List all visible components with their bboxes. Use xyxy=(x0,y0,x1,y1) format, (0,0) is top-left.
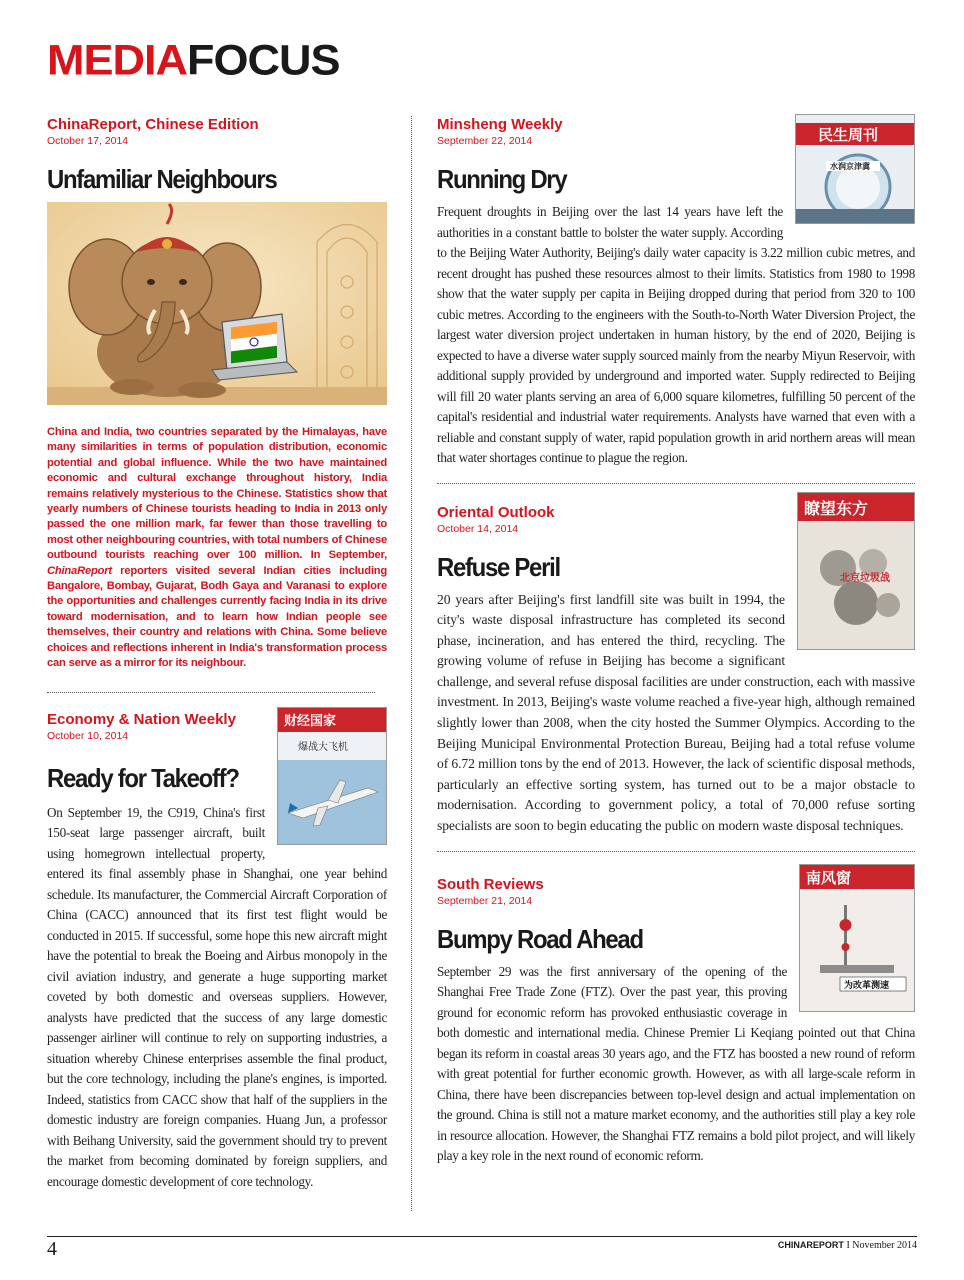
article-source: Oriental Outlook xyxy=(437,503,555,521)
cover-subtitle: 水润京津冀 xyxy=(830,162,870,171)
article-headline: Unfamiliar Neighbours xyxy=(47,164,277,194)
article-body: Frequent droughts in Beijing over the last 14 years have left the authorities in a constant battle to bolster the water supply. According to the Beijing Water Authority, Beijing's daily water capacity is 3.22 million cubic metres, and recent drought has pushed these resources almost to their limits. Statistics from 1980 to 1998 show that the water supply per capita in Beijing dropped during that period from 320 to 100 cubic metres. According to the engineers with the South-to-North Water Diversion Project, the largest water diversion project undertaken in human history, by the end of 2020, Beijing is expected to have a diverse water supply sourced mainly from the nearby Miyun Reservoir, with additional supply provided by underground and imported water. Supply redirected to Beijing will fill 20 water plants serving an area of 6,000 square kilometres, fulfilling 50 percent of the capital's residential and industrial water requirements. Analysts have warned that even with a reliable and constant supply of water, rapid population growth in arid northern areas will mean that water shortages continue to plague the region. xyxy=(437,204,915,465)
cover-title: 瞭望东方 xyxy=(804,498,869,518)
article-body: On September 19, the C919, China's first 150-seat large passenger aircraft, built using homegrown intellectual property, entered its final assembly phase in Shanghai, one year behind schedule. Its manufacturer, the Commercial Aircraft Corporation of China (CACC) announced that its first test flight would be conducted in 2015. If successful, some hope this new aircraft might have the potential to break the Boeing and Airbus monopoly in the civil aviation industry, and generate a huge supporting market coveted by both domestic and overseas suppliers. However, analysts have predicted that the success of any large domestic passenger airliner will continue to rely on supporting industries, a situation whereby Chinese enterprises assemble the final product, but the core technology, including the plane's engines, is imported. Indeed, statistics from CACC show that half of the suppliers in the domestic industry are foreign companies. Huang Jun, a professor with Beihang University, said the government should try to prevent the market from becoming dominated by foreign suppliers, and encourage domestic development of core technology. xyxy=(47,804,387,1189)
section-divider xyxy=(47,692,375,693)
article-source: ChinaReport, Chinese Edition xyxy=(47,116,259,133)
article-date: October 10, 2014 xyxy=(47,729,129,742)
article-headline: Refuse Peril xyxy=(437,551,560,582)
article-body: September 29 was the first anniversary of the opening of the Shanghai Free Trade Zone (FTZ). Over the past year, this proving ground for economic reform has provoked enthusiastic coverage in both domestic and international media. Chinese Premier Li Keqiang pointed out that China began its reform in coastal areas 30 years ago, and the FTZ has boosted a new round of reform with great potential for further economic growth. However, as with all large-scale reform in China, there have been discrepancies between top-level design and actual implementation on the ground. China is still not a mature market economy, and the authorities still play a key role in resource allocation. However, the Shanghai FTZ remains a bold pilot project, and will likely play a key role in the next round of economic reform. xyxy=(437,963,915,1164)
article-date: September 21, 2014 xyxy=(437,894,533,907)
article-headline: Ready for Takeoff? xyxy=(47,762,239,793)
article-date: September 22, 2014 xyxy=(437,135,533,147)
footer-rule xyxy=(47,1236,917,1237)
footer-separator: I xyxy=(846,1240,850,1251)
cover-title: 民生周刊 xyxy=(818,126,879,144)
masthead-media: MEDIA xyxy=(47,35,187,84)
lede-italic: ChinaReport xyxy=(47,564,112,577)
right-column xyxy=(437,116,915,1167)
elephant-illustration xyxy=(47,202,387,405)
article-headline: Running Dry xyxy=(437,164,567,194)
cover-subtitle: 北京垃圾战 xyxy=(840,572,890,584)
article-refuse-peril xyxy=(437,498,915,837)
article-date: October 14, 2014 xyxy=(437,522,519,535)
section-divider xyxy=(437,483,915,484)
cover-title: 财经国家 xyxy=(284,713,337,729)
cover-title: 南风窗 xyxy=(806,868,852,887)
masthead xyxy=(47,37,340,83)
column-divider xyxy=(411,116,412,1211)
left-column xyxy=(47,116,387,1192)
article-date: October 17, 2014 xyxy=(47,135,129,147)
article-source: Minsheng Weekly xyxy=(437,116,563,133)
page-number: 4 xyxy=(47,1238,57,1260)
footer-brand: CHINAREPORT xyxy=(777,1240,844,1250)
section-divider xyxy=(437,851,915,852)
article-lede xyxy=(47,425,387,672)
lede-part-1: China and India, two countries separated by the Himalayas, have many similarities in terms of population distribution, economic potential and global influence. While the two have maintained economic and cultural exchange throughout history, India remains relatively mysterious to the Chinese. Statistics show that yearly numbers of Chinese tourists heading to India in 2013 only passed the one million mark, far fewer than those travelling to most other neighbouring countries, with total numbers of Chinese outbound tourists reaching over 100 million. In September, xyxy=(47,426,387,562)
article-headline: Bumpy Road Ahead xyxy=(437,923,643,954)
article-bumpy-road-ahead xyxy=(437,868,915,1167)
article-body: 20 years after Beijing's first landfill site was built in 1994, the city's waste disposal infrastructure has completed its second phase, incineration, and has entered the third, recycling. The growing volume of refuse in Beijing has become a significant challenge, and several refuse disposal facilities are under construction, each with massive investment. In 2013, Beijing's waste volume reached a five-year high, although remained slightly lower than 2008, when the city hosted the Summer Olympics. According to the Beijing Municipal Environmental Protection Bureau, Beijing had a total refuse volume of 6.72 million tons by the end of 2013. However, the lack of scientific disposal methods, particularly an effective sorting system, has turned out to be a major obstacle to modernisation. According to government policy, a total of 70,000 refuse sorting specialists are soon to begin educating the public on modern waste disposal techniques. xyxy=(437,591,915,834)
article-ready-for-takeoff xyxy=(47,711,387,1193)
footer-issue: November 2014 xyxy=(852,1240,917,1251)
article-source: South Reviews xyxy=(437,875,544,893)
article-running-dry xyxy=(437,116,915,469)
article-source: Economy & Nation Weekly xyxy=(47,710,236,728)
masthead-focus: FOCUS xyxy=(187,35,340,84)
cover-subtitle: 爆战大飞机 xyxy=(298,741,348,753)
elephant-with-laptop-icon xyxy=(47,202,387,405)
footer-info xyxy=(778,1240,917,1251)
article-unfamiliar-neighbours xyxy=(47,116,387,672)
lede-part-2: reporters visited several Indian cities including Bangalore, Bombay, Gujarat, Bodh Gaya and Varanasi to explore the opportunities and challenges currently facing India in its drive toward modernisation, and to learn how Indian people see themselves, their country and relations with China. Some believe choices and reflections inherent in India's transformation process can serve as a mirror for its neighbour. xyxy=(47,564,387,670)
cover-subtitle: 为改革测速 xyxy=(844,980,890,991)
